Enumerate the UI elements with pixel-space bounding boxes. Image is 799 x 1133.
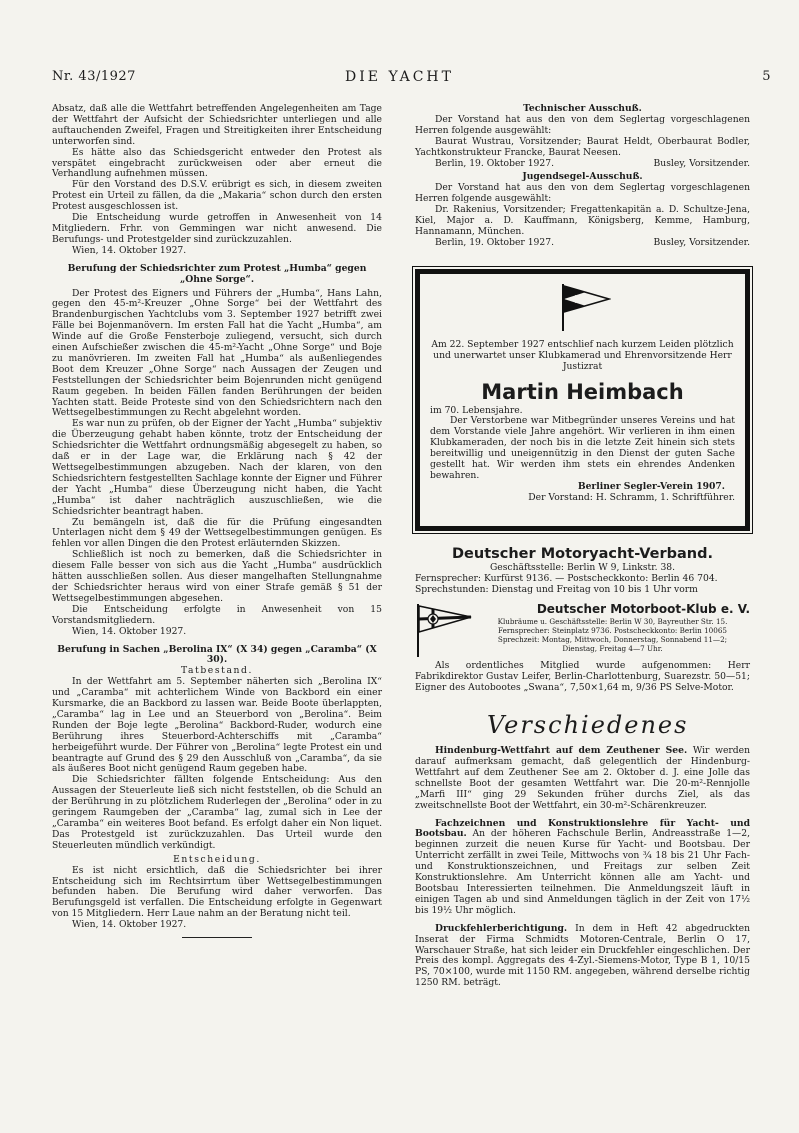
paragraph: Es war nun zu prüfen, ob der Eigner der Yacht „Humba“ subjektiv die Überzeugung gehabt haben könnte, trotz der Entscheidung der Schiedsrichter die Wettfahrt ordnungsmäßig abgesegelt zu haben, so daß er in der Lage war, die Erklärung nach § 42 der Wettsegelbestimmungen abzugeben. Nach der klaren, von den Schiedsrichtern festgestellten Sachlage konnte der Eigner und Führer der Yacht „Humba“ diese Überzeugung nicht haben, die Yacht „Humba“ ist daher nachträglich auszuschließen, wie die Schiedsrichter beantragt haben. xyxy=(52,418,382,517)
paragraph: Der Vorstand hat aus den von dem Seglertag vorgeschlagenen Herren folgende ausgewählt: xyxy=(415,182,750,205)
dmyv-office: Geschäftsstelle: Berlin W 9, Linkstr. 38. xyxy=(489,561,676,573)
dmyv-notice xyxy=(415,545,750,596)
paragraph: Die Entscheidung wurde getroffen in Anwesenheit von 14 Mitgliedern. Frhr. von Gemmingen war nicht anwesend. Die Berufungs- und Protestgelder sind zurückzuzahlen. xyxy=(52,212,382,245)
dmyv-heading: Deutscher Motoryacht-Verband. xyxy=(452,545,713,562)
paragraph: Der Vorstand hat aus den von dem Seglertag vorgeschlagenen Herren folgende ausgewählt: xyxy=(415,113,750,136)
section-heading: Jugendsegel-Ausschuß. xyxy=(522,171,643,183)
paragraph: In der Wettfahrt am 5. September näherten sich „Berolina IX“ und „Caramba“ mit achterlichem Winde von Backbord ein einer Kursmarke, die an Backbord zu lassen war. Beide Boote überlappten, „Caramba“ lag in Lee und an Steuerbord von „Berolina“. Beim Runden der Boje legte „Berolina“ Backbord-Ruder, wodurch eine Berührung ihres Steuerbord-Achterschiffs mit „Caramba“ herbeigeführt wurde. Der Führer von „Berolina“ legte Protest ein und beantragte auf Grund des § 29 den Ausschluß von „Caramba“, da sie als äußeres Boot nicht genügend Raum gegeben habe. xyxy=(52,676,382,775)
paragraph: Die Entscheidung erfolgte in Anwesenheit von 15 Vorstandsmitgliedern. xyxy=(52,603,382,626)
news-body: An der höheren Fachschule Berlin, Andreasstraße 1—2, beginnen zurzeit die neuen Kurse für Yacht- und Bootsbau. Der Unterricht zerfällt in zwei Teile, Mittwochs von ¾ 18 bis 21 Uhr Fach- und Konstruktionszeichnen, und Freitags zur selben Zeit Konstruktionslehre. Am Unterricht können alle am Yacht- und Bootsbau Interessierten teilnehmen. Die Anmeldungszeit läuft in einigen Tagen ab und sind Anmeldungen täglich in der Zeit von 17½ bis 19½ Uhr möglich. xyxy=(415,828,751,916)
dmk-hours: Sprechzeit: Montag, Mittwoch, Donnerstag, Sonnabend 11—2; xyxy=(497,634,728,644)
paragraph: Für den Vorstand des D.S.V. erübrigt es sich, in diesem zweiten Protest ein Urteil zu fällen, da die „Makaria“ schon durch den ersten Protest ausgeschlossen ist. xyxy=(52,179,382,213)
obituary-age: im 70. Lebensjahre. xyxy=(430,404,523,416)
section-title-verschiedenes: Verschiedenes xyxy=(487,711,689,740)
subheading: Entscheidung. xyxy=(173,853,261,865)
news-hindenburg xyxy=(415,746,750,811)
news-body: In dem in Heft 42 abgedruckten Inserat der Firma Schmidts Motoren-Centrale, Berlin O 17, Warschauer Straße, hat sich leider ein Druckfehler eingeschlichen. Der Preis des kompl. Aggregats des 4-Zyl.-Siemens-Motor, Type B 1, 10/15 PS, 70×100, wurde mit 1150 RM. angegeben, während derselbe richtig 1250 RM. beträgt. xyxy=(415,922,750,989)
obituary-board: Der Vorstand: H. Schramm, 1. Schriftführer. xyxy=(528,491,735,503)
dmk-heading: Deutscher Motorboot-Klub e. V. xyxy=(536,601,750,616)
dateline: Wien, 14. Oktober 1927. xyxy=(72,625,187,637)
dateline: Wien, 14. Oktober 1927. xyxy=(72,244,187,256)
issue-number: Nr. 43/1927 xyxy=(52,69,136,84)
subheading: Tatbestand. xyxy=(180,665,254,677)
news-title: Fachzeichnen und Konstruktionslehre für Yacht- und Bootsbau. xyxy=(415,817,750,840)
paragraph: Absatz, daß alle die Wettfahrt betreffenden Angelegenheiten am Tage der Wettfahrt der Aufsicht der Schiedsrichter unterliegen und alle auftauchenden Zweifel, Fragen und Streitigkeiten ihrer Entscheidung unterworfen sind. xyxy=(52,103,382,147)
dmk-hours-2: Dienstag, Freitag 4—7 Uhr. xyxy=(562,643,663,653)
left-column xyxy=(52,104,382,938)
paragraph: Zu bemängeln ist, daß die für die Prüfung eingesandten Unterlagen nicht dem § 49 der Wettsegelbestimmungen genügen. Es fehlen vor allen Dingen die den Protest erläuternden Skizzen. xyxy=(52,516,382,550)
paragraph: Schließlich ist noch zu bemerken, daß die Schiedsrichter in diesem Falle besser von sich aus die Yacht „Humba“ ausdrücklich hätten ausschließen sollen. Aus dieser mangelhaften Stellungnahme der Schiedsrichter heraus wird von einer Strafe gemäß § 51 der Wettsegelbestimmungen abgesehen. xyxy=(52,549,382,604)
dateline: Berlin, 19. Oktober 1927. xyxy=(435,236,555,248)
right-column xyxy=(415,104,750,989)
paragraph: Baurat Wustrau, Vorsitzender; Baurat Heldt, Oberbaurat Bodler, Yachtkonstrukteur Francke, Baurat Neesen. xyxy=(415,135,750,158)
motorboat-club-flag-icon xyxy=(415,602,473,658)
dmyv-phone: Fernsprecher: Kurfürst 9136. — Postscheckkonto: Berlin 46 704. xyxy=(415,572,718,584)
dmk-flag xyxy=(415,602,475,662)
paragraph: Es ist nicht ersichtlich, daß die Schiedsrichter bei ihrer Entscheidung sich im Rechtsirrtum über Wettsegelbestimmungen befunden haben. Die Berufung wird daher verworfen. Das Berufungsgeld ist verfallen. Die Entscheidung erfolgte in Gegenwart von 15 Mitgliedern. Herr Laue nahm an der Beratung nicht teil. xyxy=(52,864,382,920)
news-druckfehler xyxy=(415,924,750,989)
paragraph: Die Schiedsrichter fällten folgende Entscheidung: Aus den Aussagen der Steuerleute ließ sich nicht feststellen, ob die Schuld an der Berührung in zu plötzlichem Ruderlegen der „Berolina“ oder in zu geringem Raumgeben der „Caramba“ lag, zumal sich in Lee der „Caramba“ ein weiteres Boot befand. Es erfolgt daher ein Non liquet. Das Protestgeld ist zurückzuzahlen. Das Urteil wurde den Steuerleuten mündlich verkündigt. xyxy=(52,774,382,851)
news-title: Druckfehlerberichtigung. xyxy=(435,922,568,934)
section-heading: Technischer Ausschuß. xyxy=(523,103,642,114)
paragraph: Es hätte also das Schiedsgericht entweder den Protest als verspätet eingebracht zurückweisen oder aber erneut die Verhandlung aufnehmen müssen. xyxy=(52,146,382,180)
obituary-name: Martin Heimbach xyxy=(481,379,684,404)
paragraph: Dr. Rakenius, Vorsitzender; Fregattenkapitän a. D. Schultze-Jena, Kiel, Major a. D. Kauffmann, Königsberg, Kemme, Hamburg, Hannamann, München. xyxy=(415,204,750,237)
page-number: 5 xyxy=(762,69,771,84)
divider xyxy=(182,937,252,938)
dmk-phone: Fernsprecher: Steinplatz 9736. Postscheckkonto: Berlin 10065 xyxy=(498,625,727,635)
section-heading: Berufung der Schiedsrichter zum Protest „Humba“ gegen „Ohne Sorge“. xyxy=(67,262,367,285)
obituary-body: Der Verstorbene war Mitbegründer unseres Vereins und hat dem Vorstande viele Jahre angehört. Wir verlieren in ihm einen Klubkameraden, der noch bis in die letzte Zeit hinein sich stets bereitwillig und uneigennützig in den Dienst der guten Sache gestellt hat. Wir werden ihm stets ein ehrendes Andenken bewahren. xyxy=(430,415,735,481)
obituary-club: Berliner Segler-Verein 1907. xyxy=(577,480,725,492)
signature-line xyxy=(415,238,750,249)
signature-line xyxy=(415,159,750,170)
obituary-intro: Am 22. September 1927 entschlief nach kurzem Leiden plötzlich und unerwartet unser Klubkamerad und Ehrenvorsitzende Herr Justizrat xyxy=(431,338,734,372)
magazine-title: DIE YACHT xyxy=(345,69,454,85)
dateline: Wien, 14. Oktober 1927. xyxy=(72,919,187,931)
signature: Busley, Vorsitzender. xyxy=(653,236,750,248)
paragraph: Der Protest des Eigners und Führers der „Humba“, Hans Lahn, gegen den 45-m²-Kreuzer „Ohne Sorge“ bei der Wettfahrt des Brandenburgischen Yachtclubs vom 3. September 1927 betrifft zwei Fälle bei Bojenmanövern. Im ersten Fall hat die Yacht „Humba“, am Winde auf die Große Fensterboje zuliegend, versucht, sich durch einen Aufschießer zwischen die 45-m²-Yacht „Ohne Sorge“ und Boje zu manövrieren. Im zweiten Fall hat „Humba“ als außenliegendes Boot dem Kreuzer „Ohne Sorge“ nach Aussagen der Zeugen und Feststellungen der Schiedsrichter beim Bojenrunden nicht genügend Raum gegeben. In beiden Fällen fanden Berührungen der beiden Yachten statt. Beide Proteste sind von den Schiedsrichtern nach den Wettsegelbestimmungen zu Recht abgelehnt worden. xyxy=(52,287,382,419)
dmk-text xyxy=(475,602,750,662)
section-heading: Berufung in Sachen „Berolina IX“ (X 34) gegen „Caramba“ (X 30). xyxy=(57,643,377,666)
dmk-address: Klubräume u. Geschäftsstelle: Berlin W 30, Bayreuther Str. 15. xyxy=(497,616,728,626)
obituary-box xyxy=(415,269,750,531)
news-fachzeichnen xyxy=(415,819,750,917)
dmyv-hours: Sprechstunden: Dienstag und Freitag von 10 bis 1 Uhr vorm xyxy=(415,583,698,595)
dmk-body: Als ordentliches Mitglied wurde aufgenommen: Herr Fabrikdirektor Gustav Leifer, Berlin-Charlottenburg, Suarezstr. 50—51; Eigner des Autobootes „Swana“, 7,50×1,64 m, 9/36 PS Selve-Motor. xyxy=(415,660,750,694)
club-burgee-icon xyxy=(555,282,611,332)
dmk-notice xyxy=(415,602,750,662)
news-title: Hindenburg-Wettfahrt auf dem Zeuthener See. xyxy=(435,745,688,757)
signature: Busley, Vorsitzender. xyxy=(653,157,750,169)
news-body: Wir werden darauf aufmerksam gemacht, daß gelegentlich der Hindenburg-Wettfahrt auf dem Zeuthener See am 2. Oktober d. J. eine Jolle das schnellste Boot der gesamten Wettfahrt war. Die 20-m²-Rennjolle „Marfi III“ ging 29 Sekunden früher durchs Ziel, als das zweitschnellste Boot der Wettfahrt, ein 30-m²-Schärenkreuzer. xyxy=(415,745,751,811)
dateline: Berlin, 19. Oktober 1927. xyxy=(435,157,555,169)
